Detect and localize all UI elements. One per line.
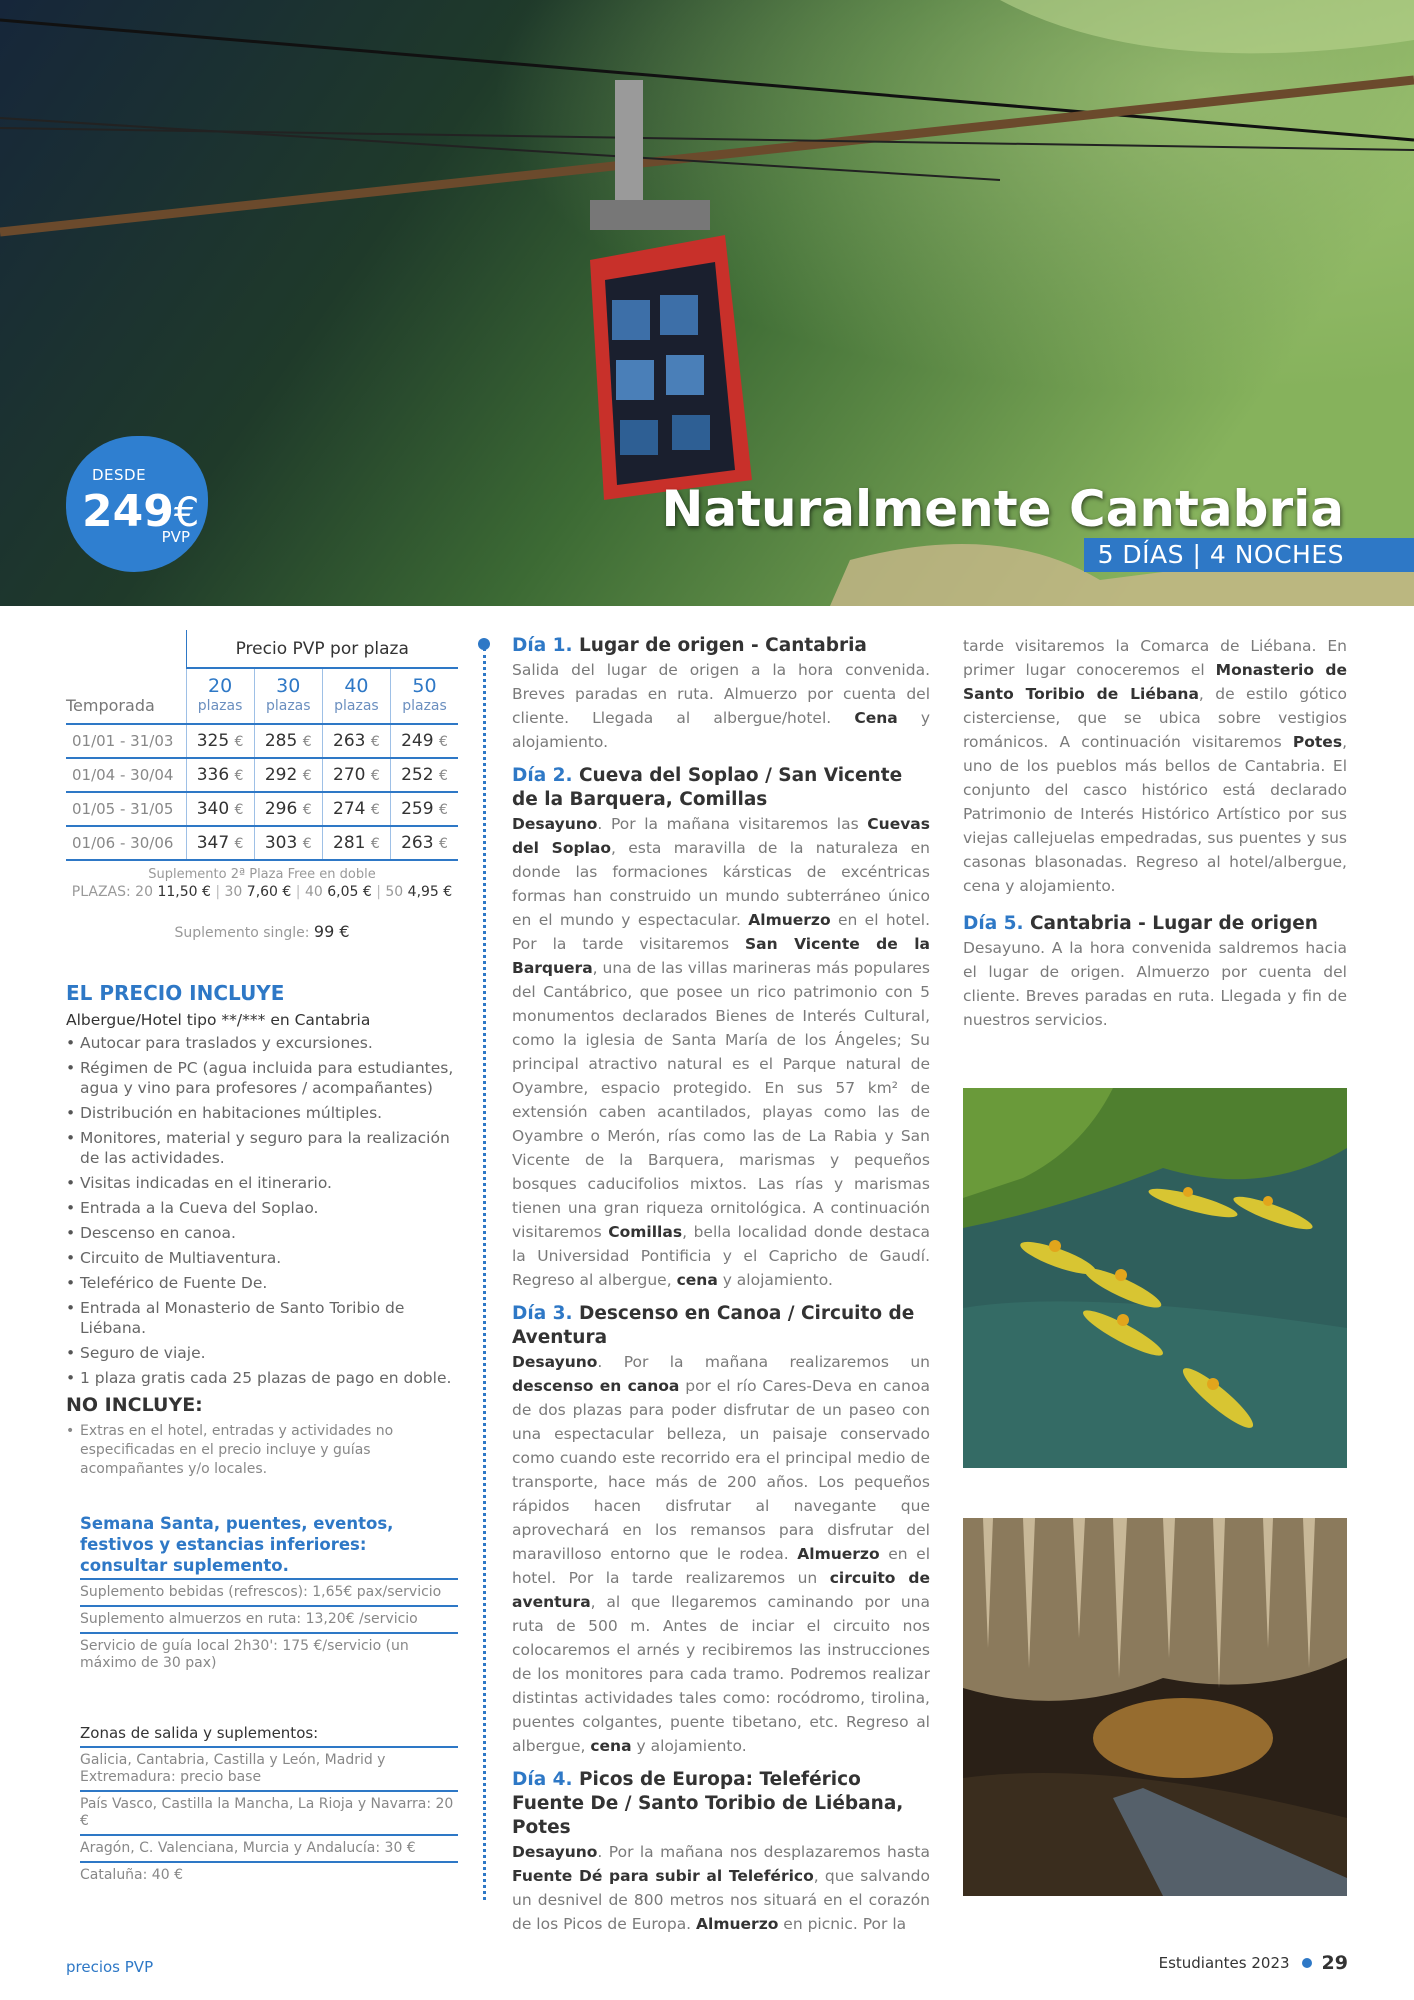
list-item: • Monitores, material y seguro para la realización de las actividades.: [66, 1128, 458, 1168]
column-divider: [483, 648, 486, 1900]
day-4-text-continued: tarde visitaremos la Comarca de Liébana. En primer lugar conoceremos el Monasterio de Santo Toribio de Liébana, de estilo gótico cisterciense, que se ubica sobre vestigios románicos. A continuación visitaremos Potes, uno de los pueblos más bellos de Cantabria. El conjunto del casco histórico está declarado Patrimonio de Interés Histórico Artístico por sus viejas callejuelas empedradas, sus puentes y sus casonas blasonadas. Regreso al hotel/albergue, cena y alojamiento.: [963, 637, 1347, 895]
day-5-heading: Día 5. Cantabria - Lugar de origen: [963, 913, 1318, 934]
season-header: Temporada: [66, 630, 186, 724]
day-2-text: Desayuno. Por la mañana visitaremos las Cuevas del Soplao, esta maravilla de la naturaleza en donde las formaciones kársticas de excéntricas formas han construido un mundo subterráneo único en el mundo y espectacular. Almuerzo en el hotel. Por la tarde visitaremos San Vicente de la Barquera, una de las villas marineras más populares del Cantábrico, que posee un rico patrimonio con 5 monumentos declarados Bienes de Interés Cultural, como la iglesia de Santa María de los Ángeles; Su principal atractivo natural es el Parque natural de Oyambre, espacio protegido. En sus 57 km² de extensión caben acantilados, playas como las de Oyambre o Merón, rías como las de La Rabia y San Vicente de la Barquera, marismas y pequeños bosques caducifolios mixtos. Las rías y marismas tienen una gran riqueza ornitológica. A continuación visitaremos Comillas, bella localidad donde destaca la Universidad Pontificia y el Capricho de Gaudí. Regreso al albergue, cena y alojamiento.: [512, 815, 930, 1289]
day-3-heading: Día 3. Descenso en Canoa / Circuito de Aventura: [512, 1303, 915, 1348]
list-item: • Distribución en habitaciones múltiples.: [66, 1103, 458, 1123]
col-head-30: 30 plazas: [254, 668, 322, 724]
table-row: [66, 792, 458, 826]
includes-title: EL PRECIO INCLUYE: [66, 981, 285, 1005]
footer-left: precios PVP: [66, 1958, 154, 1976]
list-item: País Vasco, Castilla la Mancha, La Rioja y Navarra: 20 €: [80, 1792, 458, 1836]
col-head-20: 20 plazas: [186, 668, 254, 724]
list-item: • Circuito de Multiaventura.: [66, 1248, 458, 1268]
cave-photo: [963, 1518, 1347, 1896]
supplement-free-title: Suplemento 2ª Plaza Free en doble: [148, 867, 376, 882]
price-cell: 340 €: [186, 792, 254, 826]
list-item: Suplemento almuerzos en ruta: 13,20€ /servicio: [80, 1607, 458, 1634]
list-item: • Régimen de PC (agua incluida para estudiantes, agua y vino para profesores / acompañantes): [66, 1058, 458, 1098]
list-item: • Visitas indicadas en el itinerario.: [66, 1173, 458, 1193]
day-5-text: Desayuno. A la hora convenida saldremos hacia el lugar de origen. Almuerzo por cuenta del cliente. Breves paradas en ruta. Llegada y fin de nuestros servicios.: [963, 939, 1347, 1029]
itinerary-column: [512, 634, 930, 1936]
supplement-single: Suplemento single: 99 €: [174, 922, 350, 941]
season-cell: 01/01 - 31/03: [66, 724, 186, 758]
footer-brand: Estudiantes 2023: [1158, 1954, 1290, 1972]
day-4-text: Desayuno. Por la mañana nos desplazaremos hasta Fuente Dé para subir al Teleférico, que salvando un desnivel de 800 metros nos situará en el corazón de los Picos de Europa. Almuerzo en picnic. Por la: [512, 1843, 930, 1933]
list-item: • Seguro de viaje.: [66, 1343, 458, 1363]
canoe-illustration: [963, 1088, 1347, 1468]
table-row: [66, 826, 458, 860]
itinerary-column-right: [963, 634, 1347, 1032]
zones-title: Zonas de salida y suplementos:: [80, 1724, 458, 1748]
col-head-40: 40 plazas: [322, 668, 390, 724]
day-1-heading: Día 1. Lugar de origen - Cantabria: [512, 635, 867, 656]
price-table-title: Precio PVP por plaza: [186, 630, 458, 668]
price-cell: 274 €: [322, 792, 390, 826]
footer-right: [1159, 1952, 1348, 1974]
day-2-heading: Día 2. Cueva del Soplao / San Vicente de la Barquera, Comillas: [512, 765, 903, 810]
duration-banner: 5 DÍAS | 4 NOCHES: [1084, 538, 1414, 572]
list-item: Galicia, Cantabria, Castilla y León, Madrid y Extremadura: precio base: [80, 1748, 458, 1792]
col-head-50: 50 plazas: [391, 668, 458, 724]
badge-amount: 249€: [82, 486, 200, 537]
badge-desde: DESDE: [92, 466, 147, 484]
supplements-title: Semana Santa, puentes, eventos, festivos y estancias inferiores: consultar suplemento.: [80, 1513, 458, 1580]
price-cell: 296 €: [254, 792, 322, 826]
table-row: [66, 724, 458, 758]
price-cell: 270 €: [322, 758, 390, 792]
supplement-free-values: PLAZAS: 20 11,50 € | 30 7,60 € | 40 6,05 € | 50 4,95 €: [71, 884, 453, 900]
includes-list: [66, 1033, 458, 1388]
badge-pvp: PVP: [161, 528, 190, 546]
list-item: • Entrada al Monasterio de Santo Toribio de Liébana.: [66, 1298, 458, 1338]
price-cell: 252 €: [391, 758, 458, 792]
price-cell: 347 €: [186, 826, 254, 860]
zones-list: [80, 1748, 458, 1888]
list-item: • 1 plaza gratis cada 25 plazas de pago en doble.: [66, 1368, 458, 1388]
season-cell: 01/05 - 31/05: [66, 792, 186, 826]
price-cell: 281 €: [322, 826, 390, 860]
day-1-text: Salida del lugar de origen a la hora convenida. Breves paradas en ruta. Almuerzo por cuenta del cliente. Llegada al albergue/hotel. Cena y alojamiento.: [512, 661, 930, 751]
list-item: • Descenso en canoa.: [66, 1223, 458, 1243]
price-table: [66, 630, 458, 861]
not-included-list: [66, 1422, 458, 1479]
list-item: • Teleférico de Fuente De.: [66, 1273, 458, 1293]
price-cell: 325 €: [186, 724, 254, 758]
list-item: Cataluña: 40 €: [80, 1867, 183, 1883]
price-cell: 249 €: [391, 724, 458, 758]
season-cell: 01/04 - 30/04: [66, 758, 186, 792]
includes-subtitle: Albergue/Hotel tipo **/*** en Cantabria: [66, 1011, 371, 1029]
day-3-text: Desayuno. Por la mañana realizaremos un descenso en canoa por el río Cares-Deva en canoa de dos plazas para poder disfrutar de un paseo con una espectacular belleza, un paisaje conservado como cuando este recorrido era el principal medio de transporte, hace más de 200 años. Los pequeños rápidos hacen disfrutar al navegante que aprovechará en los remansos para disfrutar del maravilloso entorno que le rodea. Almuerzo en el hotel. Por la tarde realizaremos un circuito de aventura, al que llegaremos caminando por una ruta de 500 m. Antes de inciar el circuito nos colocaremos el arnés y recibiremos las instrucciones de los monitores para cada tramo. Podremos realizar distintas actividades tales como: rocódromo, tirolina, puentes colgantes, puente tibetano, etc. Regreso al albergue, cena y alojamiento.: [512, 1353, 931, 1755]
price-cell: 292 €: [254, 758, 322, 792]
day-4-heading: Día 4. Picos de Europa: Teleférico Fuente De / Santo Toribio de Liébana, Potes: [512, 1769, 904, 1838]
list-item: Suplemento bebidas (refrescos): 1,65€ pax/servicio: [80, 1580, 458, 1607]
price-cell: 263 €: [391, 826, 458, 860]
list-item: • Autocar para traslados y excursiones.: [66, 1033, 458, 1053]
list-item: • Extras en el hotel, entradas y actividades no especificadas en el precio incluye y guías acompañantes y/o locales.: [66, 1422, 458, 1479]
list-item: Servicio de guía local 2h30': 175 €/servicio (un máximo de 30 pax): [80, 1638, 409, 1671]
price-cell: 336 €: [186, 758, 254, 792]
canoe-photo: [963, 1088, 1347, 1468]
dot-icon: [1302, 1958, 1312, 1968]
price-cell: 285 €: [254, 724, 322, 758]
cave-illustration: [963, 1518, 1347, 1896]
price-cell: 263 €: [322, 724, 390, 758]
left-column: [66, 630, 458, 1888]
price-cell: 259 €: [391, 792, 458, 826]
supplements-list: [80, 1580, 458, 1676]
season-cell: 01/06 - 30/06: [66, 826, 186, 860]
list-item: • Entrada a la Cueva del Soplao.: [66, 1198, 458, 1218]
page-title: Naturalmente Cantabria: [661, 480, 1344, 538]
list-item: Aragón, C. Valenciana, Murcia y Andalucía: 30 €: [80, 1836, 458, 1863]
price-cell: 303 €: [254, 826, 322, 860]
page-number: 29: [1321, 1952, 1348, 1974]
not-included-title: NO INCLUYE:: [66, 1394, 203, 1416]
table-row: [66, 758, 458, 792]
hero-banner: [0, 0, 1414, 606]
